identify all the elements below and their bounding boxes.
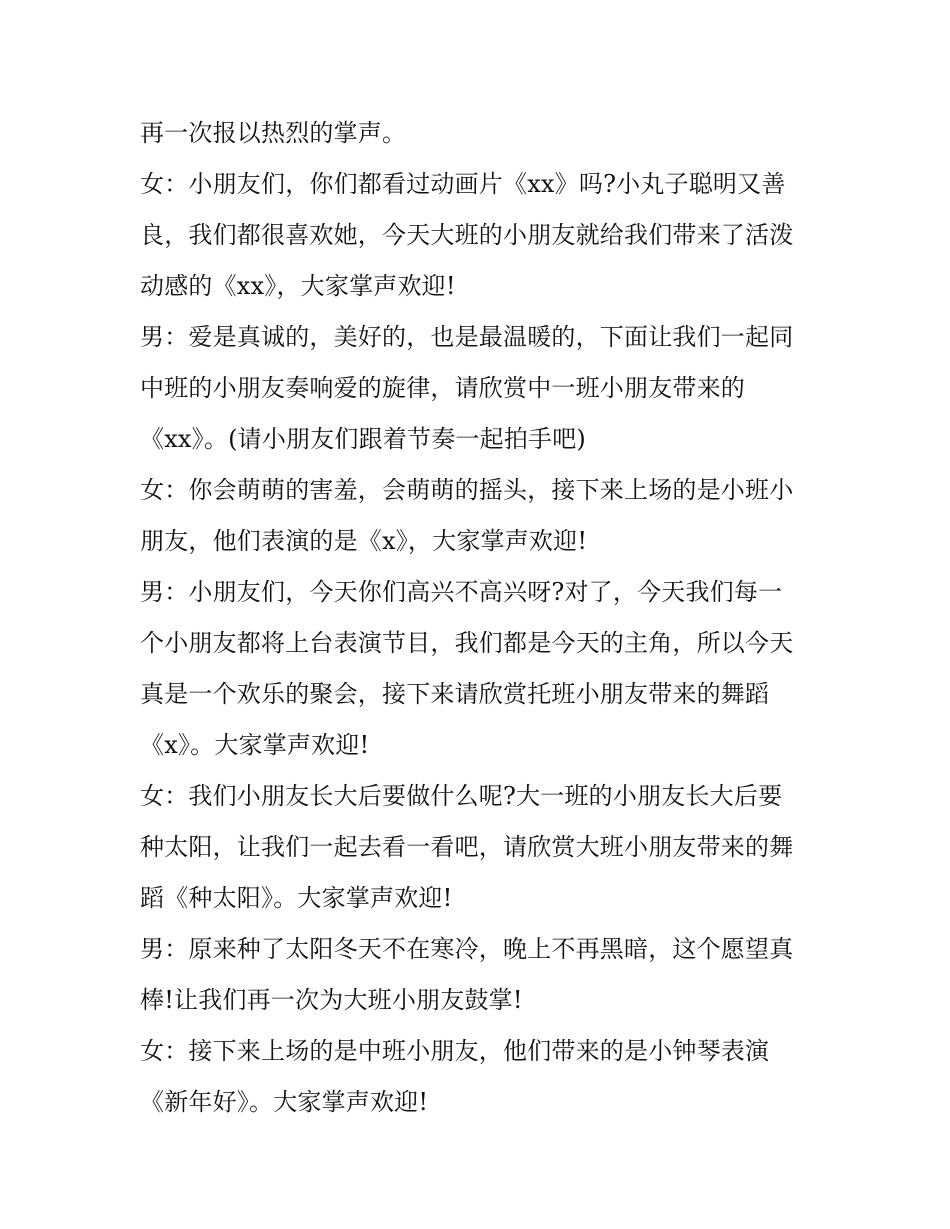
text-line: 男：小朋友们，今天你们高兴不高兴呀?对了，今天我们每一 [140, 578, 783, 606]
text-line: 女：小朋友们，你们都看过动画片《xx》吗?小丸子聪明又善 [140, 170, 786, 198]
text-line: 男：爱是真诚的，美好的，也是最温暖的，下面让我们一起同 [140, 323, 794, 351]
text-line: 棒!让我们再一次为大班小朋友鼓掌! [140, 986, 523, 1014]
text-line: 再一次报以热烈的掌声。 [140, 119, 407, 147]
text-line: 男：原来种了太阳冬天不在寒冷，晚上不再黑暗，这个愿望真 [140, 935, 794, 963]
text-line: 真是一个欢乐的聚会，接下来请欣赏托班小朋友带来的舞蹈 [140, 680, 770, 708]
text-line: 个小朋友都将上台表演节目，我们都是今天的主角，所以今天 [140, 629, 794, 657]
text-line: 《x》。大家掌声欢迎! [140, 731, 370, 759]
text-line: 女：我们小朋友长大后要做什么呢?大一班的小朋友长大后要 [140, 782, 783, 810]
text-line: 良，我们都很喜欢她，今天大班的小朋友就给我们带来了活泼 [140, 221, 794, 249]
text-line: 朋友，他们表演的是《x》，大家掌声欢迎! [140, 527, 588, 555]
text-line: 女：接下来上场的是中班小朋友，他们带来的是小钟琴表演 [140, 1037, 770, 1065]
text-line: 中班的小朋友奏响爱的旋律，请欣赏中一班小朋友带来的 [140, 374, 745, 402]
text-line: 蹈《种太阳》。大家掌声欢迎! [140, 884, 453, 912]
text-line: 《xx》。(请小朋友们跟着节奏一起拍手吧) [140, 425, 586, 453]
text-line: 动感的《xx》，大家掌声欢迎! [140, 272, 456, 300]
text-line: 女：你会萌萌的害羞，会萌萌的摇头，接下来上场的是小班小 [140, 476, 794, 504]
text-line: 《新年好》。大家掌声欢迎! [140, 1088, 429, 1116]
text-line: 种太阳，让我们一起去看一看吧，请欣赏大班小朋友带来的舞 [140, 833, 794, 861]
script-text [140, 108, 820, 1128]
